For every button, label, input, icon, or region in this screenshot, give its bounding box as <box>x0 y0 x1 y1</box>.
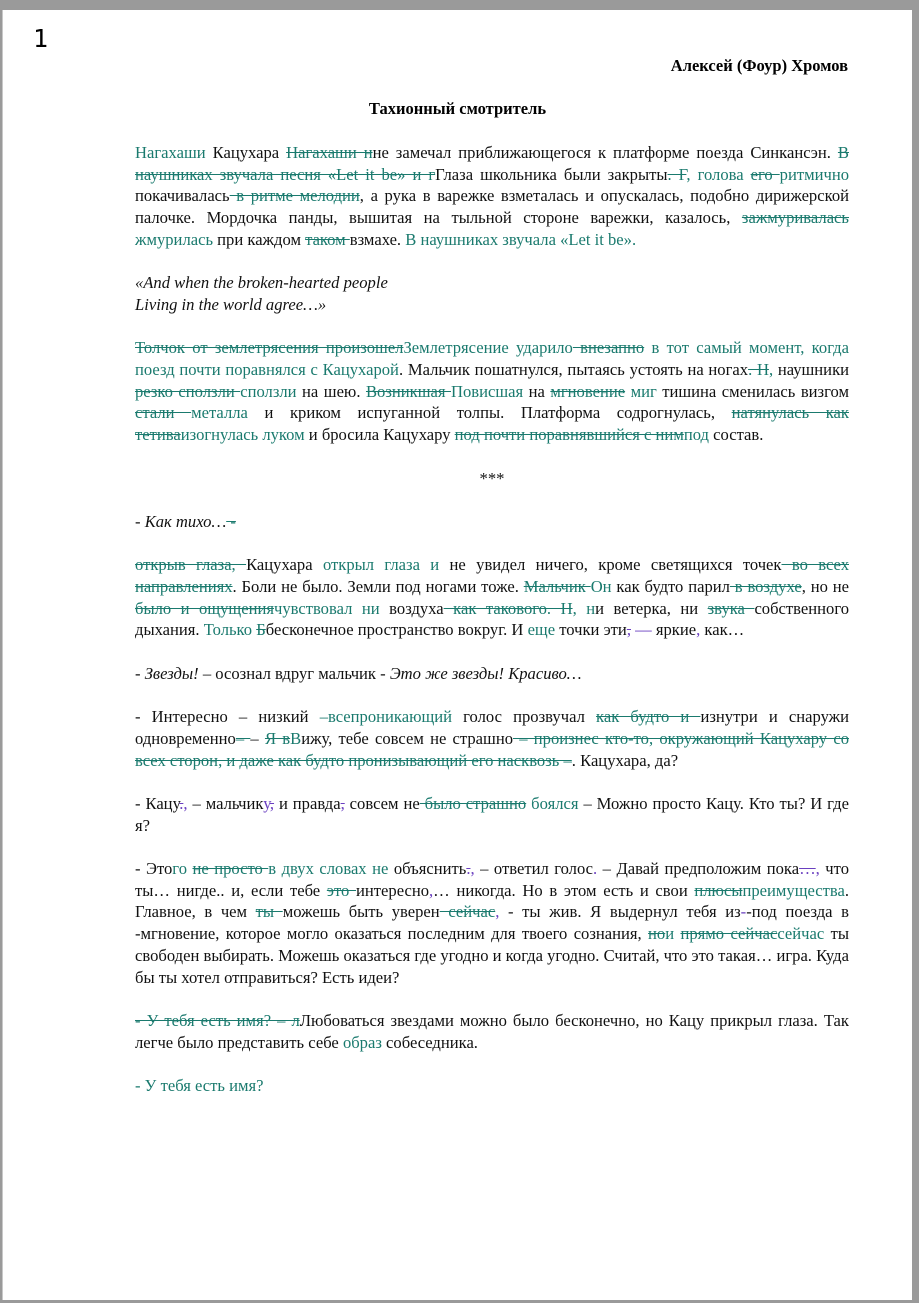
text-run: интересно <box>356 880 430 900</box>
text-run <box>744 165 751 184</box>
text-run: - Кацу <box>135 793 180 813</box>
deleted-mark: , <box>626 620 631 640</box>
text-run: - Интересно – низкий <box>135 707 320 727</box>
text-run: воздуха <box>379 598 444 618</box>
deleted-text: стали <box>135 403 192 423</box>
text-run: - <box>135 663 145 683</box>
deleted-text: в воздухе <box>729 576 802 596</box>
text-run: наушники <box>773 360 850 379</box>
inserted-text: Повисшая <box>450 381 524 401</box>
text-run: – <box>250 728 265 748</box>
paragraph <box>135 468 849 490</box>
inserted-text: образ <box>342 1032 382 1052</box>
text-run <box>691 165 698 184</box>
deleted-text: - <box>226 511 236 531</box>
paragraph <box>135 858 849 988</box>
text-run: . Кацухара, да? <box>571 750 679 770</box>
text-run: и бросила Кацухару <box>304 425 455 445</box>
deleted-text: Нагахаши н <box>286 143 373 162</box>
text-run: - ты жив. Я выдернул тебя из <box>499 902 741 922</box>
inserted-text: чувствовал ни <box>273 598 380 618</box>
text-run: совсем не <box>344 793 420 813</box>
deleted-text: таком <box>305 229 350 249</box>
deleted-text: натянулась как тетива <box>135 403 849 445</box>
inserted-text: ритмично <box>779 164 850 184</box>
inserted-text: жмурилась <box>135 229 214 249</box>
italic-text: Звезды! <box>144 663 199 683</box>
text-run: бесконечное пространство вокруг. И <box>265 620 528 640</box>
revision-mark: — <box>635 620 652 640</box>
text-run: что ты… нигде.. и, если тебе <box>135 859 849 900</box>
text-run: собеседника. <box>381 1032 478 1052</box>
revision-mark: , <box>815 859 820 879</box>
deleted-text: в ритме мелодии <box>229 186 360 206</box>
text-run: Кацухара <box>246 555 323 575</box>
revision-mark: - <box>740 902 747 922</box>
text-run: яркие <box>651 620 697 640</box>
inserted-text: - У тебя есть имя? <box>135 1076 264 1096</box>
deleted-text: звука <box>707 598 755 618</box>
revision-mark: , <box>495 902 500 922</box>
inserted-text: металла <box>191 403 248 423</box>
text-run: покачивалась <box>135 186 230 206</box>
deleted-text: Мальчик <box>523 576 591 596</box>
italic-text: «And when the broken-hearted people <box>135 273 388 293</box>
revision-mark: у <box>263 793 270 813</box>
paragraph <box>135 663 849 685</box>
text-run: как будто парил <box>611 576 730 596</box>
deleted-text: сейчас <box>439 902 496 922</box>
text-run: – мальчик <box>187 793 264 813</box>
inserted-text: Землетрясение ударило <box>403 338 573 358</box>
deleted-text: плюсы <box>694 880 743 900</box>
paragraph <box>135 511 849 533</box>
italic-text: Living in the world agree…» <box>135 294 327 314</box>
paragraph <box>135 142 849 251</box>
inserted-text: Нагахаши <box>135 143 206 162</box>
text-run: *** <box>479 468 505 488</box>
text-run: Кацухара <box>205 143 287 162</box>
deleted-text: было страшно <box>419 793 527 813</box>
revision-mark: , <box>696 620 701 640</box>
deleted-mark: , <box>340 793 345 813</box>
deleted-mark: … <box>799 859 816 879</box>
text-run: и ветерка, ни <box>595 598 708 618</box>
paragraph <box>135 272 849 315</box>
inserted-text: сползли <box>240 381 297 401</box>
inserted-text: миг <box>630 381 657 401</box>
text-run: -под поезда в -мгновение, которое могло оказаться последним для твоего сознания, <box>135 902 849 944</box>
text-run: - Это <box>135 859 173 879</box>
deleted-text: мгновение <box>550 381 626 401</box>
text-run: изнутри и снаружи одновременно <box>135 707 849 748</box>
text-run: – ответил голос <box>474 859 594 879</box>
revision-mark: . <box>593 859 598 879</box>
text-run: точки эти <box>555 620 627 640</box>
deleted-text: Б <box>256 620 266 640</box>
deleted-text: но <box>648 924 666 944</box>
text-run: не увидел ничего, кроме светящихся точек <box>439 555 782 575</box>
text-run: и криком испуганной толпы. Платформа содрогнулась, <box>247 403 732 423</box>
text-run: на шею. <box>296 381 366 401</box>
paragraph <box>135 1010 849 1053</box>
text-run: взмахе. <box>349 229 406 249</box>
text-run: – Можно просто Кацу. Кто ты? И где я? <box>135 793 849 835</box>
text-run: можешь быть уверен <box>282 902 440 922</box>
inserted-text: Он <box>590 576 612 596</box>
author-name: Алексей (Фоур) Хромов <box>670 56 848 75</box>
inserted-text: В наушниках звучала «Let it be». <box>405 229 637 249</box>
text-run: Глаза школьника были закрыты <box>435 164 668 184</box>
text-run: и правда <box>274 793 341 813</box>
deleted-text: Толчок от землетрясения произошел <box>135 338 404 358</box>
deleted-text: его <box>750 164 780 184</box>
paragraph <box>135 1075 849 1097</box>
deleted-text: как такового. Н <box>443 598 573 618</box>
inserted-text: го <box>172 859 187 879</box>
paragraph <box>135 337 849 446</box>
deleted-text: – произнес кто-то, окружающий Кацухару со всех сторон, и даже как будто пронизывающий его насквозь – <box>135 728 849 770</box>
text-run: не замечал приближающегося к платформе поезда Синкансэн. <box>372 143 838 162</box>
inserted-text: боялся <box>531 793 579 813</box>
deleted-text: во всех направлениях <box>135 555 849 596</box>
text-run: объяснить <box>388 859 467 879</box>
deleted-text: было и ощущения <box>135 598 274 618</box>
deleted-text: - У тебя есть имя? – л <box>135 1010 300 1030</box>
text-run: … никогда. Но в этом есть и свои <box>433 880 695 900</box>
document-body[interactable] <box>135 142 849 1118</box>
inserted-text: открыл глаза и <box>322 555 440 575</box>
inserted-text: голова <box>697 164 744 184</box>
deleted-text: зажмуривалась <box>741 208 849 228</box>
deleted-text: Возникшая <box>365 381 451 401</box>
italic-text: Это же звезды! Красиво… <box>389 663 582 683</box>
deleted-text: под почти поравнявшийся с ним <box>454 425 684 445</box>
deleted-text: не просто <box>192 859 269 879</box>
deleted-text: это <box>326 880 357 900</box>
text-run: . Главное, в чем <box>135 880 849 922</box>
inserted-text: В <box>290 728 302 748</box>
paragraph <box>135 554 849 641</box>
inserted-text: , <box>686 164 691 184</box>
deleted-text: прямо сейчас <box>680 924 778 944</box>
text-run: ты свободен выбирать. Можешь оказаться где угодно и когда угодно. Считай, что это такая… игра. Куда бы ты хотел отправиться? Есть идеи? <box>135 924 849 987</box>
revision-mark: , <box>470 859 475 879</box>
deleted-text: Я в <box>264 728 291 748</box>
deleted-text: . Н <box>748 360 769 379</box>
inserted-text: в тот самый момент, когда поезд почти поравнялся с Кацухарой <box>135 338 849 379</box>
text-run: ижу, тебе совсем не страшно <box>301 728 513 748</box>
revision-mark: , <box>429 880 434 900</box>
inserted-text: –всепроникающий <box>319 707 452 727</box>
revision-mark: , <box>183 793 188 813</box>
paragraph <box>135 793 849 836</box>
text-run: - <box>135 511 145 531</box>
deleted-mark: , <box>269 793 275 813</box>
text-run: , но не <box>801 576 849 596</box>
deleted-text: открыв глаза, <box>135 555 247 575</box>
deleted-text: . Г <box>667 164 687 184</box>
paragraph <box>135 706 849 771</box>
text-run: – осознал вдруг мальчик - <box>198 663 390 683</box>
page-number: 1 <box>33 24 49 53</box>
text-run: состав. <box>708 425 764 445</box>
text-run: . Боли не было. Земли под ногами тоже. <box>232 576 524 596</box>
inserted-text: еще <box>527 620 556 640</box>
deleted-mark: . <box>466 859 471 879</box>
deleted-mark: . <box>179 793 184 813</box>
text-run: . Мальчик пошатнулся, пытаясь устоять на ногах <box>398 360 749 379</box>
text-run: при каждом <box>213 229 306 249</box>
inserted-text: , <box>768 360 774 379</box>
inserted-text: преимущества <box>742 880 845 900</box>
text-run: , а рука в варежке взметалась и опускалась, подобно дирижерской палочке. Мордочка панды, вышитая на тыльной стороне варежки, казалось, <box>135 186 849 228</box>
inserted-text: под <box>683 425 709 445</box>
text-run: Любоваться звездами можно было бесконечно, но Кацу прикрыл глаза. Так легче было представить себе <box>135 1010 849 1052</box>
inserted-text: , н <box>572 598 596 618</box>
deleted-text: внезапно <box>572 338 645 358</box>
italic-text: Как тихо… <box>144 511 227 531</box>
inserted-text: и <box>665 924 675 944</box>
text-run: собственного дыхания. <box>135 598 850 640</box>
deleted-text: – <box>235 728 251 748</box>
text-run: тишина сменилась визгом <box>656 381 849 401</box>
text-run: на <box>523 381 551 401</box>
text-run: – Давай предположим пока <box>597 859 800 879</box>
text-run: голос прозвучал <box>452 707 597 727</box>
deleted-text: как будто и <box>596 707 701 727</box>
text-run: как… <box>700 620 745 640</box>
document-title: Тахионный смотритель <box>368 99 547 118</box>
deleted-text: В наушниках звучала песня «Let it be» и г <box>135 143 849 184</box>
document-page <box>2 10 912 1300</box>
inserted-text: Только <box>203 620 257 640</box>
inserted-text: изогнулась луком <box>180 425 305 445</box>
inserted-text: сейчас <box>777 924 825 944</box>
inserted-text: в двух словах не <box>268 859 389 879</box>
deleted-text: ты <box>255 902 283 922</box>
deleted-text: резко сползли <box>135 381 241 401</box>
